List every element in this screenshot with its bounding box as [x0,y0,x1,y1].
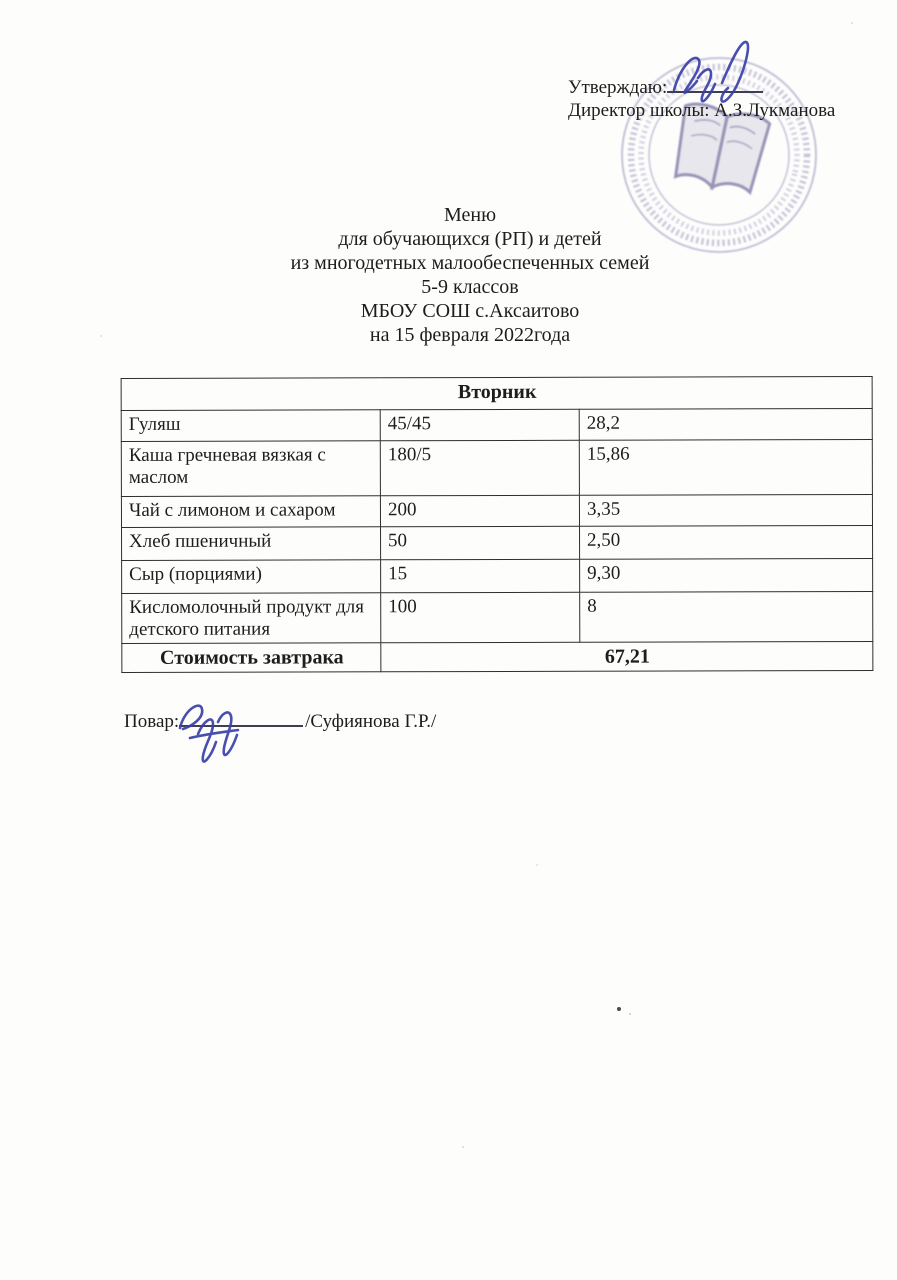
title-line-4: 5-9 классов [421,276,519,298]
portion-cell: 180/5 [380,440,579,496]
title-line-1: Меню [443,204,497,226]
day-header: Вторник [121,377,872,411]
scan-speck [617,1007,621,1011]
menu-table [121,376,874,673]
table-row [122,526,873,561]
document-title [70,203,870,347]
cook-label: Повар: [124,711,180,732]
price-cell: 15,86 [579,440,872,496]
dish-cell: Гуляш [121,410,380,442]
table-row [122,559,873,594]
table-row [121,409,872,442]
scan-speck [536,864,538,866]
title-line-6: на 15 февраля 2022года [369,324,571,346]
portion-cell: 50 [381,526,580,560]
scan-speck [629,1013,631,1015]
dish-cell: Сыр (порциями) [122,560,381,594]
price-cell: 8 [580,592,873,643]
scan-speck [100,335,102,337]
table-row [121,495,872,528]
table-row [122,592,873,644]
price-cell: 2,50 [580,526,873,560]
total-label: Стоимость завтрака [122,643,381,673]
director-line: Директор школы: А.З.Лукманова [568,100,836,121]
title-line-2: для обучающихся (РП) и детей [338,228,602,250]
portion-cell: 15 [381,559,580,593]
title-line-5: МБОУ СОШ с.Аксаитово [360,300,580,322]
portion-cell: 200 [380,495,579,527]
total-row [122,642,873,673]
table-row [121,440,872,497]
day-header-row [121,377,872,411]
portion-cell: 100 [381,592,580,643]
approve-label: Утверждаю: [568,77,668,98]
price-cell: 9,30 [580,559,873,593]
portion-cell: 45/45 [380,409,579,441]
price-cell: 3,35 [579,495,872,527]
dish-cell: Каша гречневая вязкая с маслом [121,441,380,497]
total-value: 67,21 [381,642,873,672]
dish-cell: Хлеб пшеничный [122,527,381,561]
cook-signature-icon [166,694,316,776]
dish-cell: Чай с лимоном и сахаром [121,496,380,528]
cook-name: /Суфиянова Г.Р./ [305,711,437,732]
director-signature-icon [664,36,782,108]
title-line-3: из многодетных малообеспеченных семей [290,252,650,274]
scan-speck [851,22,853,24]
dish-cell: Кисломолочный продукт для детского питания [122,593,381,644]
price-cell: 28,2 [579,409,872,441]
scan-speck [462,1146,464,1148]
